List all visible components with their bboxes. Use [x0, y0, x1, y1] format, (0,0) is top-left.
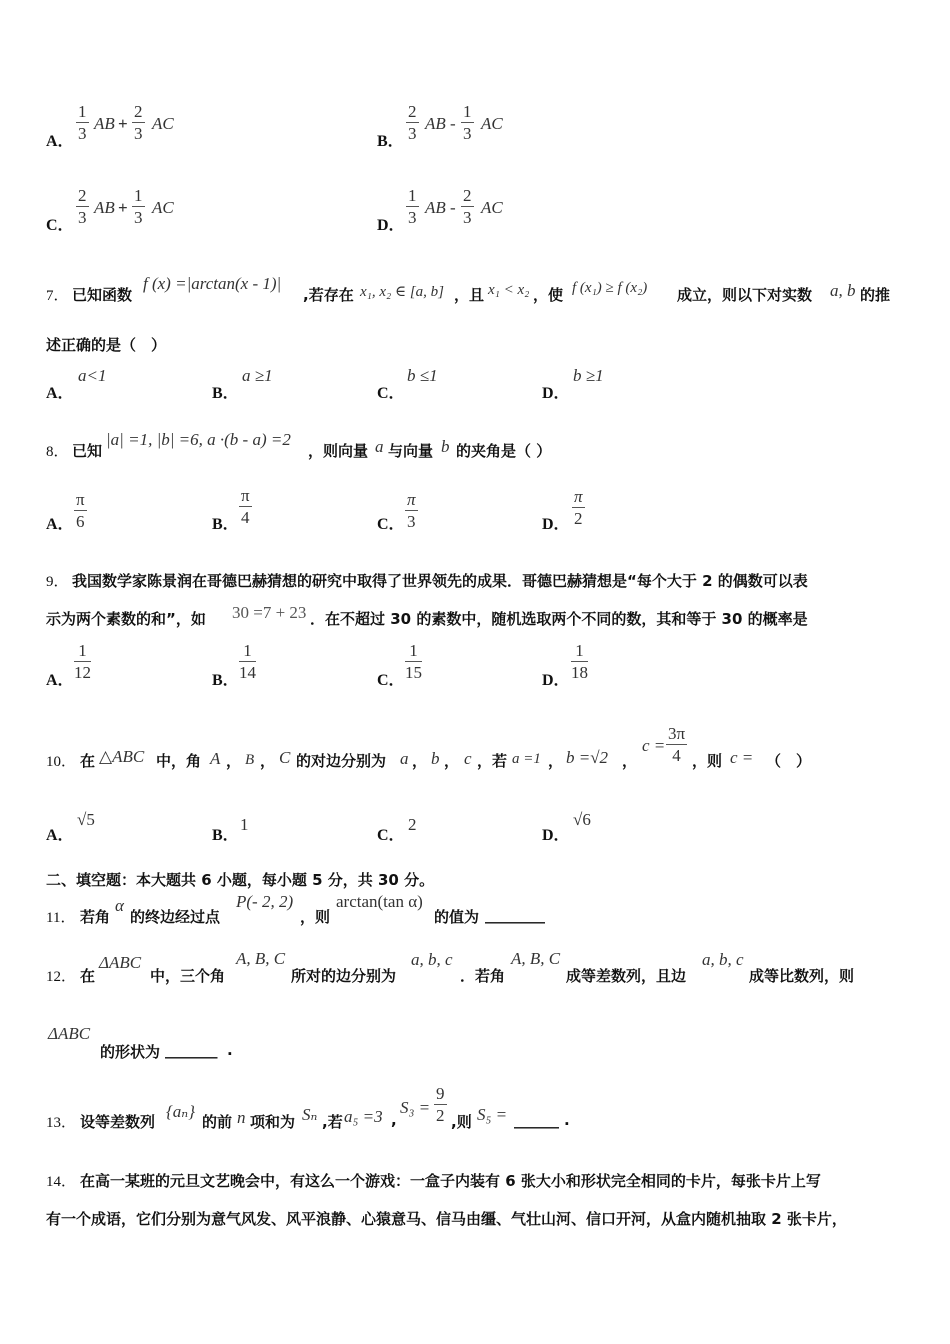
math-expression: x₁ < x₂ — [488, 282, 530, 298]
fraction: $\frac{9}{2}$ — [436, 1084, 445, 1125]
answer-blank[interactable]: _______ — [165, 1041, 218, 1059]
math-expression: a =1 — [512, 751, 541, 767]
math-variable: A — [210, 749, 221, 768]
option-label: C． — [46, 217, 74, 234]
option-label: B． — [212, 827, 239, 844]
question-text: ，若 — [477, 752, 508, 770]
option-label: D． — [542, 516, 570, 533]
fraction: $\frac{\pi}{6}$ — [76, 490, 85, 531]
question-number: 9． — [46, 574, 69, 590]
option-math: 2 — [408, 815, 417, 834]
option-label: D． — [377, 217, 405, 234]
math-expression: f (x₁) ≥ f (x₂) — [572, 280, 648, 296]
operator: - — [450, 114, 456, 133]
question-text: 的前 — [202, 1113, 233, 1131]
question-text: 的值为 — [434, 908, 480, 926]
math-expression: a, b, c — [411, 950, 453, 969]
separator: ， — [444, 752, 460, 770]
math-expression: f (x) =|arctan(x - 1)| — [143, 274, 282, 293]
question-text: 的夹角是（ ） — [456, 442, 552, 460]
question-text: 示为两个素数的和”，如 — [46, 610, 206, 628]
fraction: $\frac{2}{3}$ — [134, 102, 143, 143]
question-number: 12． — [46, 969, 77, 985]
vector-ac: AC — [481, 114, 503, 133]
operator: + — [118, 198, 128, 217]
math-expression: Sₙ — [302, 1105, 318, 1124]
question-number: 8． — [46, 444, 69, 460]
math-variable: c — [464, 749, 472, 768]
question-text: 的对边分别为 — [296, 752, 387, 770]
math-expression: {aₙ} — [166, 1102, 195, 1121]
question-text: 的推 — [860, 286, 891, 304]
vector-ab: AB — [425, 198, 446, 217]
option-label: B． — [377, 133, 404, 150]
question-text: 成等差数列，且边 — [566, 967, 687, 985]
question-text: ,若 — [322, 1113, 343, 1131]
question-number: 7． — [46, 288, 69, 304]
option-math: a ≥1 — [242, 366, 273, 385]
question-text: 在高一某班的元旦文艺晚会中，有这么一个游戏：一盒子内装有 6 张大小和形状完全相同的卡片，每张卡片上写 — [80, 1172, 821, 1190]
section-heading: 二、填空题：本大题共 6 小题，每小题 5 分，共 30 分。 — [46, 871, 435, 889]
fraction: $\frac{1}{14}$ — [239, 641, 256, 682]
separator: ， — [548, 752, 564, 770]
question-text: , — [391, 1111, 397, 1129]
question-text: ，则 — [692, 752, 723, 770]
math-expression: 30 =7 + 23 — [232, 603, 307, 622]
fraction: $\frac{2}{3}$ — [78, 186, 87, 227]
option-label: D． — [542, 385, 570, 402]
math-variable: b — [431, 749, 440, 768]
answer-blank[interactable]: ______ — [514, 1111, 559, 1129]
math-expression: S₃ = — [400, 1098, 431, 1117]
question-text: 设等差数列 — [80, 1113, 156, 1131]
math-variable: n — [237, 1108, 246, 1127]
question-text: 在 — [80, 967, 96, 985]
fraction: $\frac{1}{15}$ — [405, 641, 422, 682]
math-expression: |a| =1, |b| =6, a ·(b - a) =2 — [106, 430, 291, 449]
question-text: ．若角 — [460, 967, 506, 985]
option-label: A． — [46, 385, 74, 402]
math-expression: a₅ =3 — [344, 1107, 383, 1126]
question-text: . — [564, 1111, 570, 1129]
question-text: 所对的边分别为 — [291, 967, 397, 985]
option-label: C． — [377, 672, 405, 689]
question-text: . — [227, 1041, 233, 1059]
option-math: a<1 — [78, 366, 107, 385]
fraction: $\frac{\pi}{3}$ — [407, 490, 416, 531]
math-expression: b =√2 — [566, 748, 609, 767]
math-expression: A, B, C — [511, 949, 561, 968]
operator: + — [118, 114, 128, 133]
question-text: ．在不超过 30 的素数中，随机选取两个不同的数，其和等于 30 的概率是 — [310, 610, 808, 628]
question-text: 述正确的是（ ） — [46, 336, 167, 354]
question-number: 13． — [46, 1115, 77, 1131]
math-variable: C — [279, 748, 291, 767]
option-label: C． — [377, 385, 405, 402]
fraction: $\frac{2}{3}$ — [408, 102, 417, 143]
fraction: $\frac{1}{3}$ — [78, 102, 87, 143]
question-text: 成等比数列，则 — [749, 967, 855, 985]
vector-ac: AC — [481, 198, 503, 217]
question-text: 中，三个角 — [150, 967, 226, 985]
question-text: 中，角 — [156, 752, 202, 770]
math-expression: c = — [730, 748, 754, 767]
question-number: 14． — [46, 1174, 77, 1190]
question-text: 有一个成语，它们分别为意气风发、风平浪静、心猿意马、信马由缰、气壮山河、信口开河，从盒内随机抽取 2 张卡片， — [46, 1210, 847, 1228]
question-text: 若角 — [80, 908, 111, 926]
math-expression: a, b — [830, 281, 856, 300]
option-label: D． — [542, 827, 570, 844]
fraction: $\frac{2}{3}$ — [463, 186, 472, 227]
vector-ab: AB — [425, 114, 446, 133]
option-label: A． — [46, 133, 74, 150]
option-label: C． — [377, 516, 405, 533]
option-label: A． — [46, 516, 74, 533]
math-variable: α — [115, 896, 124, 915]
option-label: B． — [212, 385, 239, 402]
question-text: 已知 — [72, 442, 103, 460]
question-number: 11． — [46, 910, 76, 926]
math-expression: a, b, c — [702, 950, 744, 969]
operator: - — [450, 198, 456, 217]
question-text: 与向量 — [388, 442, 434, 460]
vector-ac: AC — [152, 198, 174, 217]
question-number: 10． — [46, 754, 77, 770]
math-variable: a — [400, 749, 409, 768]
math-variable: b — [441, 437, 450, 456]
question-text: 在 — [80, 752, 96, 770]
question-text: 的形状为 — [100, 1043, 161, 1061]
option-math: √6 — [573, 810, 591, 829]
question-text: 成立，则以下对实数 — [677, 286, 813, 304]
question-text: 的终边经过点 — [130, 908, 221, 926]
question-text: ，且 — [454, 286, 485, 304]
option-label: D． — [542, 672, 570, 689]
option-math: b ≥1 — [573, 366, 604, 385]
fraction: $\frac{1}{3}$ — [463, 102, 472, 143]
vector-ab: AB — [94, 114, 115, 133]
option-label: B． — [212, 516, 239, 533]
option-label: B． — [212, 672, 239, 689]
math-expression: ΔABC — [48, 1024, 91, 1043]
question-text: 项和为 — [250, 1113, 296, 1131]
math-expression: arctan(tan α) — [336, 892, 423, 911]
fraction: $\frac{1}{12}$ — [74, 641, 91, 682]
question-text: （ ） — [766, 752, 812, 770]
question-text: ，则 — [300, 908, 331, 926]
question-text: ，使 — [533, 286, 564, 304]
separator: ， — [412, 752, 428, 770]
vector-ab: AB — [94, 198, 115, 217]
fraction: $\frac{3\pi}{4}$ — [668, 724, 686, 765]
math-expression: x₁, x₂ ∈ [a, b] — [360, 284, 445, 300]
math-expression: P(- 2, 2) — [236, 892, 294, 911]
question-text: 已知函数 — [72, 286, 133, 304]
vector-ac: AC — [152, 114, 174, 133]
option-label: C． — [377, 827, 405, 844]
fraction: $\frac{\pi}{2}$ — [574, 487, 583, 528]
option-math: 1 — [240, 815, 249, 834]
answer-blank[interactable]: ________ — [485, 906, 545, 924]
option-math: b ≤1 — [407, 366, 438, 385]
question-text: ，则向量 — [308, 442, 369, 460]
math-expression: A, B, C — [236, 949, 286, 968]
math-expression: c = — [642, 736, 666, 755]
math-expression: S₅ = — [477, 1105, 508, 1124]
question-text: ,则 — [451, 1113, 472, 1131]
math-variable: a — [375, 437, 384, 456]
separator: ， — [260, 752, 276, 770]
separator: ， — [226, 752, 242, 770]
fraction: $\frac{1}{18}$ — [571, 641, 588, 682]
fraction: $\frac{1}{3}$ — [408, 186, 417, 227]
fraction: $\frac{1}{3}$ — [134, 186, 143, 227]
fraction: $\frac{\pi}{4}$ — [241, 486, 250, 527]
question-text: 我国数学家陈景润在哥德巴赫猜想的研究中取得了世界领先的成果．哥德巴赫猜想是“每个大于 2 的偶数可以表 — [72, 572, 808, 590]
option-label: A． — [46, 827, 74, 844]
math-expression: ΔABC — [99, 953, 142, 972]
question-text: ,若存在 — [303, 286, 354, 304]
math-variable: B — [245, 752, 255, 768]
option-math: √5 — [77, 810, 95, 829]
separator: ， — [622, 752, 638, 770]
math-expression: △ABC — [99, 747, 145, 766]
option-label: A． — [46, 672, 74, 689]
